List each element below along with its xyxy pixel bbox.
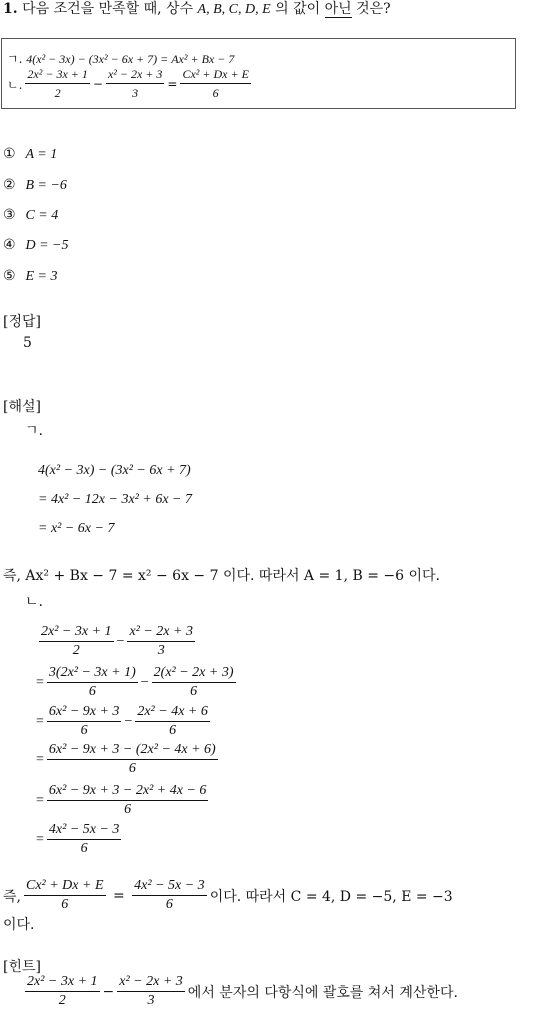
hint-text: 에서 분자의 다항식에 괄호를 쳐서 계산한다.: [187, 985, 458, 1001]
numerator: x² − 2x + 3: [117, 974, 185, 992]
fraction: [39, 624, 114, 660]
choice-mark: ③: [3, 207, 16, 223]
fraction: [25, 974, 100, 1010]
question-underlined: 아닌: [324, 1, 352, 17]
denominator: 2: [54, 86, 61, 100]
denominator: 6: [165, 897, 173, 912]
numerator: 2(x² − 2x + 3): [152, 665, 236, 683]
solution-b-line-5: = $\frac{\text{6x² − 9x + 3 − 2x² + 4x − 6}}{6}$: [36, 783, 207, 817]
condition-b-marker: ㄴ.: [7, 77, 23, 92]
question-vars: A, B, C, D, E: [197, 2, 271, 17]
choice-4[interactable]: [3, 237, 68, 254]
condition-b-frac1: [25, 66, 89, 102]
choice-5[interactable]: [3, 268, 57, 285]
fraction: [127, 624, 195, 660]
solution-label: [해설]: [3, 399, 41, 415]
numerator: 3(2x² − 3x + 1): [47, 665, 138, 683]
condition-b: ㄴ. $\frac{\text{2x² − 3x + 1}}{2}$ − $\frac{\text{x² − 2x + 3}}{3}$ = $\frac{\text{Cx² + Dx + E}}{6}$: [7, 67, 249, 100]
fraction: [47, 822, 122, 858]
solution-b-line-2: = $\frac{\text{3(2x² − 3x + 1)}}{6}$ − $\frac{\text{2(x² − 2x + 3)}}{6}$: [36, 665, 234, 699]
denominator: 6: [80, 723, 88, 738]
choice-expr: B = −6: [25, 178, 67, 193]
solution-b-conclusion-end: 이다.: [3, 917, 35, 933]
condition-a: [7, 50, 234, 67]
fraction: [152, 665, 236, 701]
denominator: 6: [128, 761, 136, 776]
solution-a-marker: ㄱ.: [25, 423, 43, 439]
question-line: [3, 0, 391, 19]
numerator: Cx² + Dx + E: [24, 878, 106, 896]
choice-expr: E = 3: [25, 269, 58, 284]
numerator: x² − 2x + 3: [106, 66, 164, 84]
denominator: 6: [80, 841, 88, 856]
conclusion-suffix: 이다. 따라서 C = 4, D = −5, E = −3: [209, 889, 453, 905]
solution-b-line-6: = $\frac{\text{4x² − 5x − 3}}{6}$: [36, 822, 120, 856]
answer-label: [정답]: [3, 314, 41, 330]
solution-b-conclusion: 즉, $\frac{\text{Cx² + Dx + E}}{6}$ = $\frac{\text{4x² − 5x − 3}}{6}$ 이다. 따라서 C = 4, D = −5, E = −3: [3, 878, 453, 912]
choice-mark: ②: [3, 177, 16, 193]
question-number: 1.: [3, 1, 18, 17]
choice-1[interactable]: [3, 146, 57, 163]
choice-2[interactable]: [3, 177, 67, 194]
choice-mark: ⑤: [3, 268, 16, 284]
numerator: 2x² − 3x + 1: [39, 624, 114, 642]
numerator: 2x² − 3x + 1: [25, 66, 89, 84]
solution-a-line-3: = x² − 6x − 7: [38, 521, 115, 536]
fraction: [47, 665, 138, 701]
numerator: 6x² − 9x + 3 − 2x² + 4x − 6: [47, 783, 209, 801]
denominator: 6: [61, 897, 69, 912]
numerator: 4x² − 5x − 3: [47, 822, 122, 840]
choice-expr: A = 1: [25, 147, 58, 162]
question-text-end: 것은?: [356, 1, 391, 17]
denominator: 2: [72, 643, 80, 658]
numerator: 6x² − 9x + 3 − (2x² − 4x + 6): [47, 742, 218, 760]
denominator: 3: [147, 993, 155, 1008]
choice-mark: ④: [3, 237, 16, 253]
denominator: 6: [88, 684, 96, 699]
denominator: 6: [169, 723, 177, 738]
denominator: 2: [58, 993, 66, 1008]
condition-b-frac3: [180, 66, 250, 102]
question-text-mid: 의 값이: [275, 1, 321, 17]
fraction: [47, 742, 218, 778]
fraction: [24, 878, 106, 914]
solution-a-line-2: = 4x² − 12x − 3x² + 6x − 7: [38, 492, 192, 507]
solution-a-conclusion: 즉, Ax² + Bx − 7 = x² − 6x − 7 이다. 따라서 A = 1, B = −6 이다.: [3, 568, 440, 584]
numerator: 4x² − 5x − 3: [132, 878, 207, 896]
numerator: 6x² − 9x + 3: [47, 704, 122, 722]
conclusion-prefix: 즉,: [3, 889, 21, 905]
numerator: 2x² − 3x + 1: [25, 974, 100, 992]
fraction: [135, 704, 210, 740]
question-text: 다음 조건을 만족할 때, 상수: [22, 1, 194, 17]
solution-a-line-1: 4(x² − 3x) − (3x² − 6x + 7): [38, 463, 191, 478]
hint-label: [힌트]: [3, 959, 41, 975]
fraction: [47, 704, 122, 740]
denominator: 3: [157, 643, 165, 658]
answer-value: 5: [23, 335, 32, 351]
denominator: 6: [124, 802, 132, 817]
fraction: [47, 783, 209, 819]
solution-b-marker: ㄴ.: [25, 594, 43, 610]
choice-mark: ①: [3, 146, 16, 162]
fraction: [132, 878, 207, 914]
hint-line: $\frac{\text{2x² − 3x + 1}}{2}$ − $\frac{\text{x² − 2x + 3}}{3}$ 에서 분자의 다항식에 괄호를 쳐서 계산한다.: [27, 974, 458, 1008]
numerator: 2x² − 4x + 6: [135, 704, 210, 722]
condition-a-expr: 4(x² − 3x) − (3x² − 6x + 7) = Ax² + Bx − 7: [26, 52, 235, 66]
choice-3[interactable]: [3, 207, 58, 224]
choice-expr: C = 4: [25, 208, 59, 223]
denominator: 6: [212, 86, 219, 100]
fraction: [117, 974, 185, 1010]
solution-b-line-4: = $\frac{\text{6x² − 9x + 3 − (2x² − 4x + 6)}}{6}$: [36, 742, 216, 776]
denominator: 6: [190, 684, 198, 699]
condition-b-frac2: [106, 66, 164, 102]
numerator: Cx² + Dx + E: [180, 66, 250, 84]
solution-b-line-1: $\frac{\text{2x² − 3x + 1}}{2}$ − $\frac{\text{x² − 2x + 3}}{3}$: [41, 624, 193, 658]
solution-b-line-3: = $\frac{\text{6x² − 9x + 3}}{6}$ − $\frac{\text{2x² − 4x + 6}}{6}$: [36, 704, 208, 738]
numerator: x² − 2x + 3: [127, 624, 195, 642]
denominator: 3: [132, 86, 139, 100]
choice-expr: D = −5: [25, 238, 69, 253]
condition-a-marker: ㄱ.: [7, 52, 23, 66]
